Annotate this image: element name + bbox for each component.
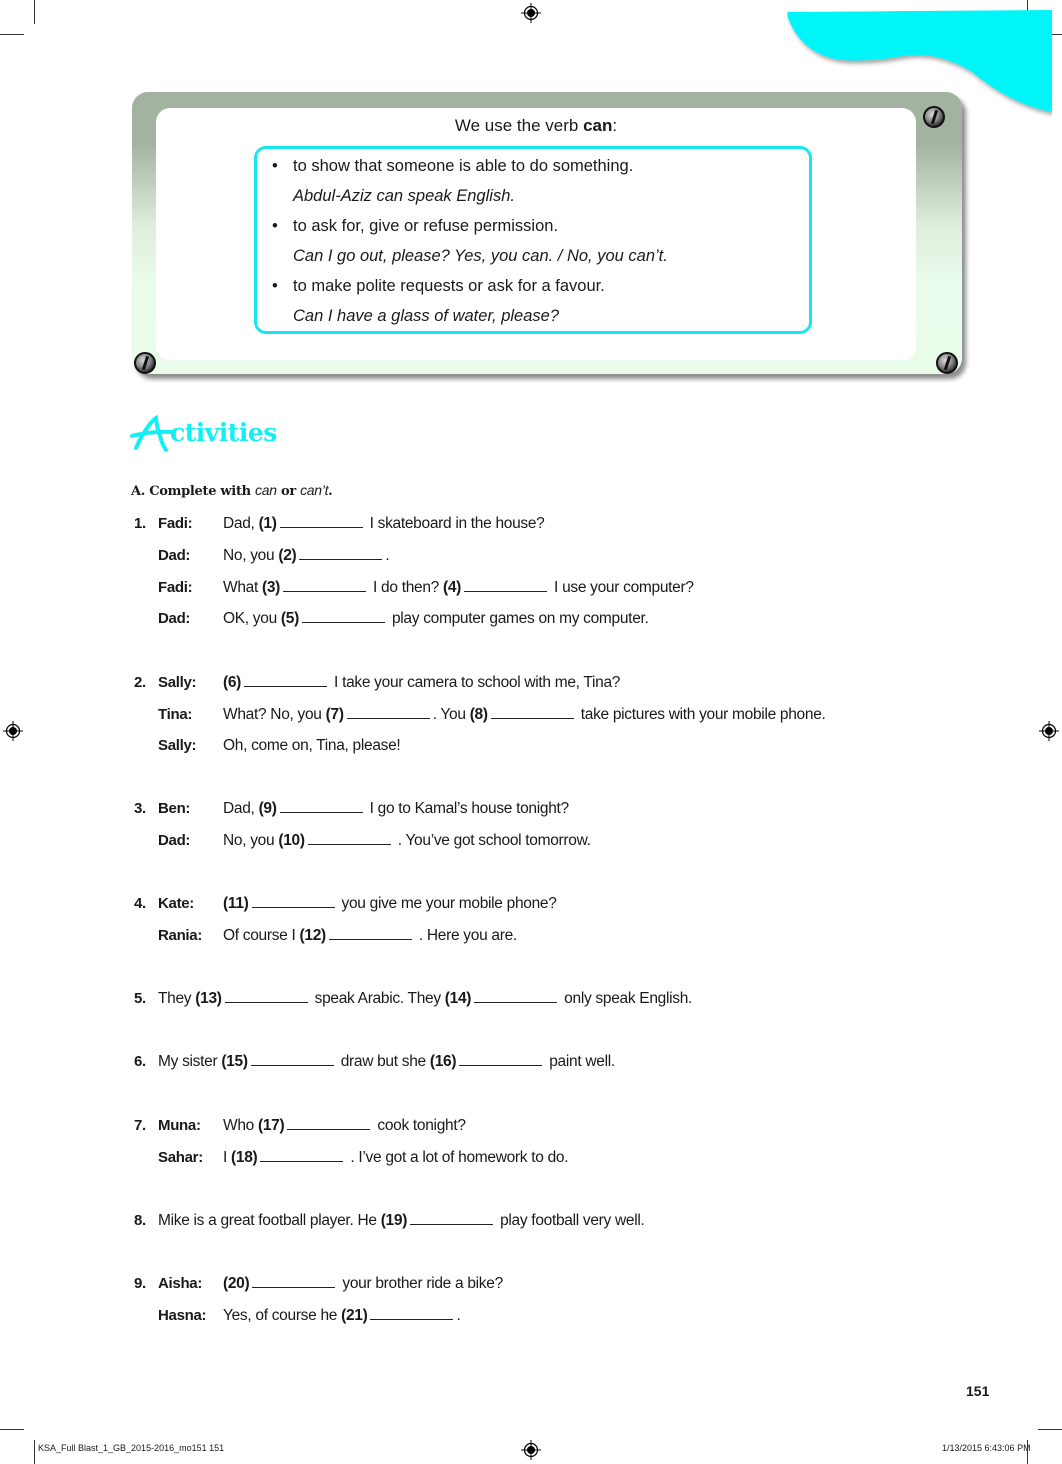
exercise-sentence — [223, 706, 826, 724]
exercise-sentence — [223, 927, 517, 945]
speaker-label: Ben: — [158, 800, 191, 817]
answer-blank[interactable] — [347, 717, 430, 719]
sentence-text: Yes, of course he — [223, 1307, 342, 1324]
answer-blank[interactable] — [302, 621, 385, 623]
speaker-label: Sally: — [158, 674, 197, 691]
gap-number: (3) — [261, 579, 281, 596]
bullet-icon: • — [272, 217, 278, 235]
exercise-number: 5. — [134, 990, 146, 1007]
speaker-label: Muna: — [158, 1117, 201, 1134]
exercise-number: 2. — [134, 674, 146, 691]
speaker-label: Dad: — [158, 832, 191, 849]
answer-blank[interactable] — [491, 717, 574, 719]
gap-number: (12) — [299, 927, 326, 944]
sentence-text: you give me your mobile phone? — [337, 895, 557, 912]
sentence-text: No, you — [223, 832, 279, 849]
exercise-instruction: A. Complete with can or can’t. — [131, 482, 333, 499]
speaker-label: Rania: — [158, 927, 203, 944]
sentence-text: Oh, come on, Tina, please! — [223, 737, 401, 754]
answer-blank[interactable] — [280, 526, 363, 528]
gap-number: (13) — [195, 990, 222, 1007]
grammar-heading: We use the verb can: — [454, 116, 618, 135]
answer-blank[interactable] — [252, 1286, 335, 1288]
speaker-label: Kate: — [158, 895, 195, 912]
answer-blank[interactable] — [252, 906, 335, 908]
crop-mark — [0, 34, 24, 35]
crop-mark — [0, 1429, 24, 1430]
print-file-label: KSA_Full Blast_1_GB_2015-2016_mo151 151 — [38, 1443, 225, 1453]
exercise-sentence — [223, 1275, 503, 1293]
crop-mark — [1038, 1429, 1062, 1430]
answer-blank[interactable] — [244, 685, 327, 687]
gap-number: (5) — [280, 610, 299, 627]
sentence-text: . — [385, 547, 390, 564]
sentence-text: . Here you are. — [414, 927, 517, 944]
sentence-text: I do then? — [369, 579, 443, 596]
speaker-label: Hasna: — [158, 1307, 207, 1324]
answer-blank[interactable] — [287, 1128, 370, 1130]
exercise-sentence — [223, 1307, 461, 1325]
exercise-number: 1. — [134, 515, 146, 532]
rule-example: Can I have a glass of water, please? — [293, 307, 559, 325]
sentence-text: I — [223, 1149, 232, 1166]
answer-blank[interactable] — [370, 1318, 453, 1320]
exercise-sentence — [223, 737, 400, 755]
grammar-panel-inner — [156, 108, 916, 360]
speaker-label: Dad: — [158, 547, 191, 564]
rule-text: • to show that someone is able to do something. — [272, 157, 634, 175]
speaker-label: Tina: — [158, 706, 193, 723]
answer-blank[interactable] — [474, 1001, 557, 1003]
grammar-verb: can — [583, 116, 613, 135]
gap-number: (21) — [341, 1307, 368, 1324]
registration-mark-icon — [521, 1440, 541, 1460]
answer-blank[interactable] — [251, 1064, 334, 1066]
speaker-label: Fadi: — [158, 515, 193, 532]
sentence-text: . You’ve got school tomorrow. — [393, 832, 591, 849]
exercise-sentence — [223, 515, 545, 533]
sentence-text: What — [223, 579, 262, 596]
rule-example: Can I go out, please? Yes, you can. / No, you can’t. — [293, 247, 668, 265]
registration-mark-icon — [521, 3, 541, 23]
exercise-sentence — [223, 547, 389, 565]
screw-icon — [923, 106, 945, 128]
answer-blank[interactable] — [225, 1001, 308, 1003]
sentence-text: I go to Kamal’s house tonight? — [365, 800, 569, 817]
bullet-icon: • — [272, 157, 278, 175]
exercise-number: 8. — [134, 1212, 146, 1229]
gap-number: (11) — [223, 895, 249, 912]
sentence-text: . I’ve got a lot of homework to do. — [346, 1149, 569, 1166]
sentence-text: I take your camera to school with me, Tina? — [330, 674, 621, 691]
registration-mark-icon — [3, 721, 23, 741]
sentence-text: speak Arabic. They — [310, 990, 445, 1007]
gap-number: (2) — [278, 547, 297, 564]
gap-number: (1) — [258, 515, 277, 532]
sentence-text: play football very well. — [496, 1212, 645, 1229]
exercise-sentence — [223, 610, 649, 628]
sentence-text: I skateboard in the house? — [365, 515, 545, 532]
rule-example: Abdul-Aziz can speak English. — [293, 187, 515, 205]
exercise-sentence — [223, 895, 557, 913]
sentence-text: No, you — [223, 547, 279, 564]
rule-text: • to make polite requests or ask for a favour. — [272, 277, 605, 295]
sentence-text: take pictures with your mobile phone. — [576, 706, 826, 723]
print-timestamp: 1/13/2015 6:43:06 PM — [942, 1443, 1031, 1453]
answer-blank[interactable] — [329, 938, 412, 940]
gap-number: (15) — [221, 1053, 248, 1070]
page-number: 151 — [966, 1383, 990, 1399]
sentence-text: OK, you — [223, 610, 281, 627]
speaker-label: Aisha: — [158, 1275, 203, 1292]
gap-number: (10) — [278, 832, 305, 849]
exercise-sentence — [223, 1117, 466, 1135]
speaker-label: Sahar: — [158, 1149, 203, 1166]
screw-icon — [936, 352, 958, 374]
gap-number: (19) — [380, 1212, 408, 1229]
bullet-icon: • — [272, 277, 278, 295]
gap-number: (6) — [223, 674, 242, 691]
sentence-text: My sister — [158, 1053, 222, 1070]
exercise-sentence — [223, 832, 591, 850]
gap-number: (8) — [469, 706, 488, 723]
speaker-label: Dad: — [158, 610, 191, 627]
sentence-text: paint well. — [545, 1053, 615, 1070]
answer-blank[interactable] — [260, 1160, 343, 1162]
exercise-sentence — [158, 990, 692, 1008]
sentence-text: draw but she — [336, 1053, 430, 1070]
sentence-text: your brother ride a bike? — [338, 1275, 503, 1292]
sentence-text: They — [158, 990, 196, 1007]
sentence-text: . You — [432, 706, 470, 723]
sentence-text: Of course I — [223, 927, 300, 944]
exercise-number: 9. — [134, 1275, 146, 1292]
speaker-label: Fadi: — [158, 579, 193, 596]
gap-number: (4) — [443, 579, 462, 596]
sentence-text: Dad, — [223, 515, 259, 532]
speaker-label: Sally: — [158, 737, 197, 754]
exercise-sentence — [158, 1212, 645, 1230]
answer-blank[interactable] — [464, 590, 547, 592]
exercise-number: 4. — [134, 895, 146, 912]
gap-number: (7) — [325, 706, 344, 723]
rules-box — [254, 146, 812, 334]
sentence-text: . — [456, 1307, 461, 1324]
answer-blank[interactable] — [410, 1223, 493, 1225]
answer-blank[interactable] — [308, 843, 391, 845]
gap-number: (16) — [429, 1053, 457, 1070]
grammar-panel — [122, 90, 974, 386]
exercise-sentence — [223, 800, 569, 818]
sentence-text: only speak English. — [560, 990, 693, 1007]
exercise-number: 7. — [134, 1117, 146, 1134]
answer-blank[interactable] — [459, 1064, 542, 1066]
rule-text: • to ask for, give or refuse permission. — [272, 217, 559, 235]
sentence-text: play computer games on my computer. — [387, 610, 649, 627]
exercise-number: 3. — [134, 800, 146, 817]
sentence-text: Dad, — [223, 800, 259, 817]
answer-blank[interactable] — [280, 811, 363, 813]
gap-number: (17) — [257, 1117, 285, 1134]
exercise-sentence — [158, 1053, 615, 1071]
sentence-text: I use your computer? — [550, 579, 694, 596]
exercise-sentence — [223, 579, 694, 597]
answer-blank[interactable] — [299, 558, 382, 560]
gap-number: (20) — [223, 1275, 250, 1292]
crop-mark — [34, 0, 35, 24]
activities-title: ctivities — [170, 418, 277, 447]
screw-icon — [134, 352, 156, 374]
crop-mark — [34, 1440, 35, 1464]
gap-number: (14) — [444, 990, 472, 1007]
answer-blank[interactable] — [283, 590, 366, 592]
sentence-text: What? No, you — [223, 706, 326, 723]
exercise-sentence — [223, 1149, 568, 1167]
exercise-number: 6. — [134, 1053, 146, 1070]
sentence-text: Who — [223, 1117, 258, 1134]
registration-mark-icon — [1039, 721, 1059, 741]
exercise-sentence — [223, 674, 620, 692]
sentence-text: cook tonight? — [373, 1117, 466, 1134]
gap-number: (18) — [231, 1149, 258, 1166]
sentence-text: Mike is a great football player. He — [158, 1212, 381, 1229]
gap-number: (9) — [258, 800, 277, 817]
